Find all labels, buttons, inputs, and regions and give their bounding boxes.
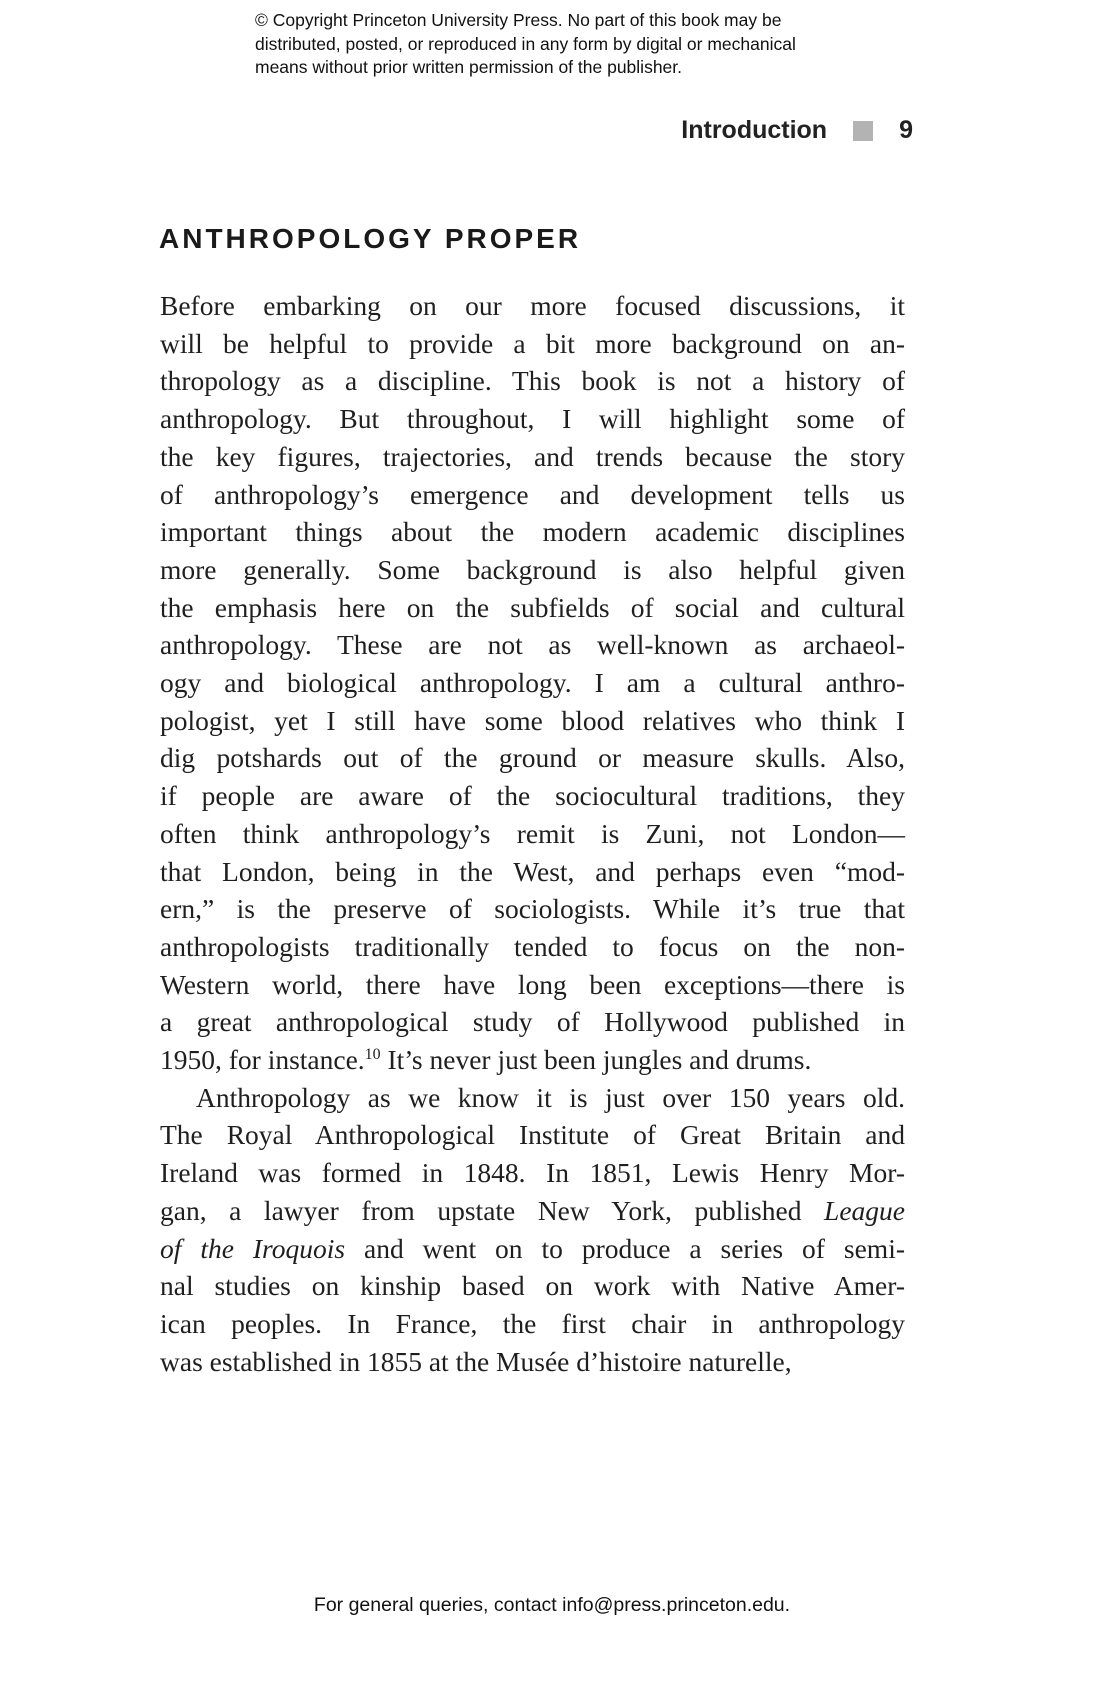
text-line: Before embarking on our more focused discussions, it — [160, 290, 905, 321]
running-head — [681, 116, 913, 145]
text-line: gan, a lawyer from upstate New York, published League — [160, 1194, 905, 1226]
copyright-line: © Copyright Princeton University Press. No part of this book may be — [255, 10, 782, 30]
running-head-section: Introduction — [681, 116, 828, 144]
paragraph — [160, 287, 905, 1079]
text-line: pologist, yet I still have some blood relatives who think I — [160, 704, 905, 736]
text-line: was established in 1855 at the Musée d’histoire naturelle, — [160, 1345, 792, 1377]
page-number: 9 — [899, 116, 913, 144]
text-line: anthropologists traditionally tended to focus on the non- — [160, 930, 905, 962]
section-heading: ANTHROPOLOGY PROPER — [159, 222, 582, 254]
paragraph — [160, 1079, 905, 1381]
text-line: anthropology. But throughout, I will highlight some of — [160, 403, 905, 435]
text-line: the key figures, trajectories, and trends because the story — [160, 440, 905, 472]
text-line: Ireland was formed in 1848. In 1851, Lewis Henry Mor- — [160, 1157, 905, 1189]
text-line: often think anthropology’s remit is Zuni, not London— — [160, 817, 905, 849]
text-line: that London, being in the West, and perhaps even “mod- — [160, 855, 905, 887]
text-line: ern,” is the preserve of sociologists. While it’s true that — [160, 893, 905, 925]
text-line: a great anthropological study of Hollywood published in — [160, 1006, 905, 1038]
text-line: of anthropology’s emergence and development tells us — [160, 478, 905, 510]
text-line: more generally. Some background is also helpful given — [160, 553, 905, 585]
text-line: the emphasis here on the subfields of social and cultural — [160, 591, 905, 623]
text-line: ican peoples. In France, the first chair in anthropology — [160, 1307, 905, 1339]
copyright-notice — [255, 9, 855, 80]
text-line: The Royal Anthropological Institute of Great Britain and — [160, 1119, 905, 1151]
copyright-line: distributed, posted, or reproduced in any form by digital or mechanical — [255, 33, 796, 54]
section-marker-square-icon — [853, 121, 873, 141]
text-line: of the Iroquois and went on to produce a series of semi- — [160, 1232, 905, 1264]
text-line: Western world, there have long been exceptions—there is — [160, 968, 905, 1000]
text-line: dig potshards out of the ground or measure skulls. Also, — [160, 742, 905, 774]
text-line: Anthropology as we know it is just over 150 years old. — [196, 1081, 905, 1113]
text-line: important things about the modern academic disciplines — [160, 516, 905, 548]
text-line: will be helpful to provide a bit more background on an- — [160, 327, 905, 359]
text-line: if people are aware of the sociocultural traditions, they — [160, 780, 905, 812]
text-line: nal studies on kinship based on work with Native Amer- — [160, 1270, 905, 1302]
text-line: thropology as a discipline. This book is not a history of — [160, 365, 905, 397]
text-line: 1950, for instance.$^{10}$ It’s never just been jungles and drums. — [160, 1044, 812, 1076]
text-line: anthropology. These are not as well-known as archaeol- — [160, 629, 905, 661]
footer-queries-note: For general queries, contact info@press.princeton.edu. — [313, 1594, 791, 1616]
body-text — [160, 287, 905, 1380]
text-line: ogy and biological anthropology. I am a cultural anthro- — [160, 667, 905, 699]
copyright-line: means without prior written permission of the publisher. — [255, 57, 683, 77]
